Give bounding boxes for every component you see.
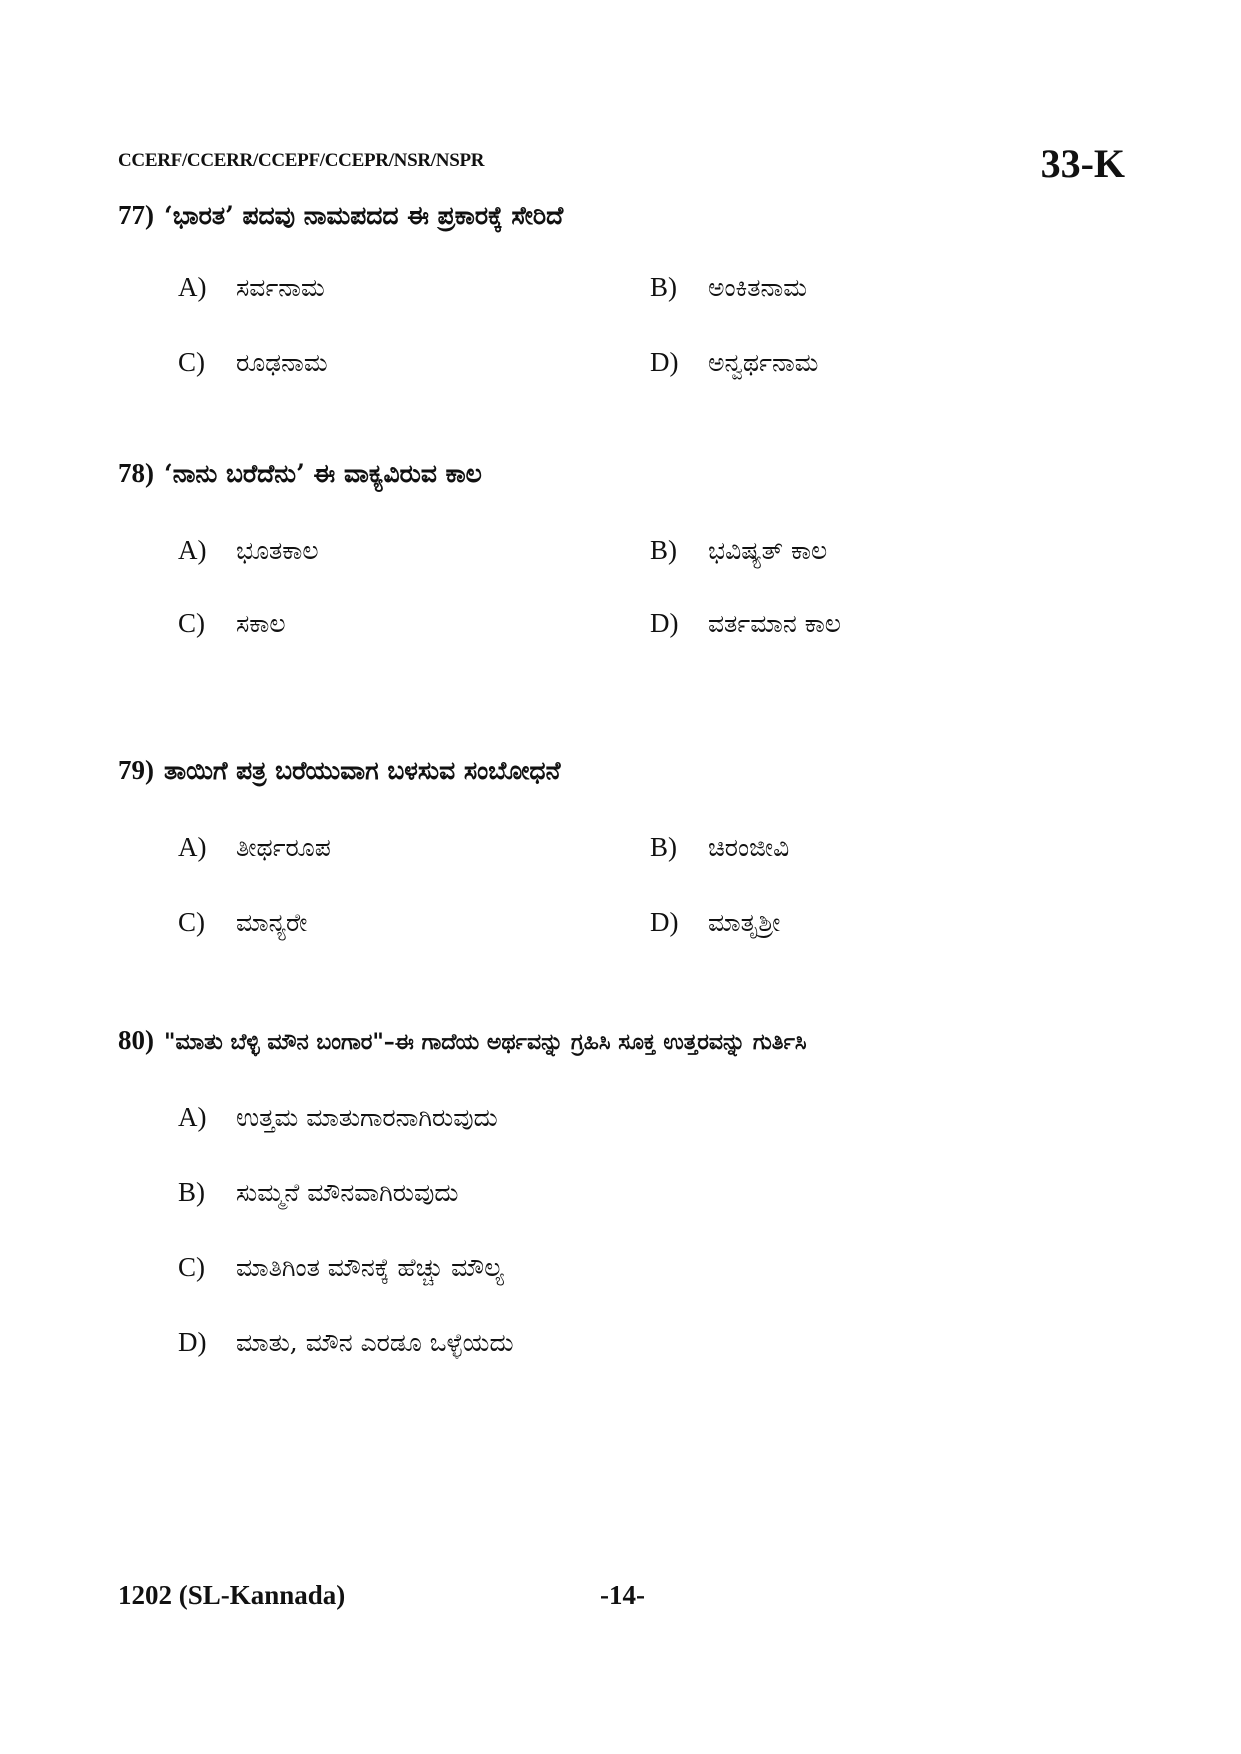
option-text: ಚಿರಂಜೀವಿ — [708, 833, 790, 862]
option-text: ವರ್ತಮಾನ ಕಾಲ — [708, 609, 841, 638]
option-label: B) — [178, 1177, 205, 1207]
option-text: ಅನ್ವರ್ಥನಾಮ — [708, 348, 819, 377]
option-text: ಸಕಾಲ — [236, 609, 286, 638]
option-label: B) — [650, 832, 677, 862]
option-79-c — [178, 907, 307, 938]
option-label: C) — [178, 347, 205, 377]
option-text: ಮಾತಿಗಿಂತ ಮೌನಕ್ಕೆ ಹೆಚ್ಚು ಮೌಲ್ಯ — [236, 1253, 504, 1282]
option-77-c — [178, 347, 328, 378]
option-80-c — [178, 1252, 504, 1283]
option-text: ಮಾನ್ಯರೇ — [236, 908, 308, 937]
option-78-a — [178, 535, 319, 566]
option-label: A) — [178, 1102, 207, 1132]
question-77 — [118, 200, 563, 231]
option-78-b — [650, 535, 827, 566]
option-label: D) — [650, 608, 679, 638]
option-text: ಮಾತೃಶ್ರೀ — [708, 908, 781, 937]
question-text: "ಮಾತು ಬೆಳ್ಳಿ ಮೌನ ಬಂಗಾರ"–ಈ ಗಾದೆಯ ಅರ್ಥವನ್ನು ಗ್ರಹಿಸಿ ಸೂಕ್ತ ಉತ್ತರವನ್ನು ಗುರ್ತಿಸಿ — [164, 1029, 807, 1055]
question-number: 77) — [118, 200, 154, 230]
question-number: 78) — [118, 458, 154, 488]
question-79 — [118, 755, 560, 786]
option-label: C) — [178, 907, 205, 937]
question-text: ‘ನಾನು ಬರೆದೆನು’ ಈ ವಾಕ್ಯವಿರುವ ಕಾಲ — [164, 459, 482, 488]
option-label: A) — [178, 535, 207, 565]
option-text: ಮಾತು, ಮೌನ ಎರಡೂ ಒಳ್ಳೆಯದು — [236, 1328, 514, 1357]
question-80 — [118, 1025, 807, 1056]
option-label: B) — [650, 535, 677, 565]
option-text: ಸರ್ವನಾಮ — [236, 273, 325, 302]
footer-paper-code: 1202 (SL-Kannada) — [118, 1580, 346, 1610]
option-78-d — [650, 608, 841, 639]
option-77-b — [650, 272, 807, 303]
option-label: C) — [178, 608, 205, 638]
option-text: ಭವಿಷ್ಯತ್ ಕಾಲ — [708, 536, 828, 565]
option-text: ರೂಢನಾಮ — [236, 348, 328, 377]
question-number: 80) — [118, 1025, 154, 1055]
option-label: B) — [650, 272, 677, 302]
option-79-a — [178, 832, 331, 863]
option-80-d — [178, 1327, 514, 1358]
option-text: ಅಂಕಿತನಾಮ — [708, 273, 808, 302]
option-label: D) — [650, 907, 679, 937]
header-code: CCERF/CCERR/CCEPF/CCEPR/NSR/NSPR — [118, 150, 485, 171]
option-78-c — [178, 608, 286, 639]
option-label: D) — [650, 347, 679, 377]
option-text: ಭೂತಕಾಲ — [236, 536, 319, 565]
option-80-a — [178, 1102, 498, 1133]
option-80-b — [178, 1177, 458, 1208]
option-text: ಉತ್ತಮ ಮಾತುಗಾರನಾಗಿರುವುದು — [236, 1103, 498, 1132]
option-79-b — [650, 832, 789, 863]
option-77-d — [650, 347, 818, 378]
footer-page-number: -14- — [600, 1580, 645, 1610]
option-79-d — [650, 907, 780, 938]
question-number: 79) — [118, 755, 154, 785]
page-id: 33-K — [1040, 141, 1125, 186]
option-label: A) — [178, 272, 207, 302]
option-text: ತೀರ್ಥರೂಪ — [236, 833, 331, 862]
option-label: D) — [178, 1327, 207, 1357]
question-text: ‘ಭಾರತ’ ಪದವು ನಾಮಪದದ ಈ ಪ್ರಕಾರಕ್ಕೆ ಸೇರಿದೆ — [164, 201, 564, 230]
option-text: ಸುಮ್ಮನೆ ಮೌನವಾಗಿರುವುದು — [236, 1178, 459, 1207]
option-77-a — [178, 272, 325, 303]
question-78 — [118, 458, 482, 489]
option-label: A) — [178, 832, 207, 862]
question-text: ತಾಯಿಗೆ ಪತ್ರ ಬರೆಯುವಾಗ ಬಳಸುವ ಸಂಬೋಧನೆ — [164, 756, 561, 785]
option-label: C) — [178, 1252, 205, 1282]
